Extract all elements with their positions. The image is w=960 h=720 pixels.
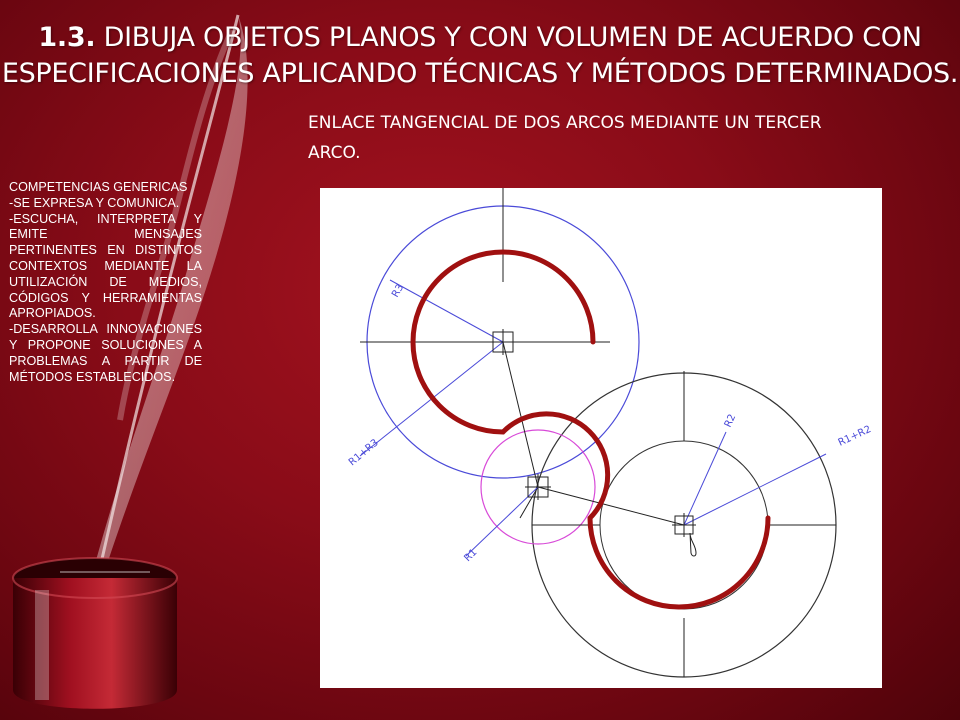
inkwell-icon xyxy=(13,558,177,709)
subtitle-line1: ENLACE TANGENCIAL DE DOS ARCOS MEDIANTE UN TERCER xyxy=(308,113,822,133)
title-line2: ESPECIFICACIONES APLICANDO TÉCNICAS Y MÉTODOS DETERMINADOS. xyxy=(1,58,959,89)
subtitle-line2: ARCO. xyxy=(308,143,361,163)
center-lines xyxy=(360,188,836,677)
label-r2: R2 xyxy=(722,412,739,430)
label-r1: R1 xyxy=(462,546,480,565)
competencia-item: -ESCUCHA, INTERPRETA Y EMITE MENSAJES PERTINENTES EN DISTINTOS CONTEXTOS MEDIANTE LA UTILIZACIÓN DE MEDIOS, CÓDIGOS Y HERRAMIENTAS APROPIADOS. xyxy=(9,211,202,321)
label-r1-r3: R1+R3 xyxy=(346,437,381,469)
subtitle xyxy=(308,108,908,168)
competencias-list xyxy=(9,180,202,385)
title-line1: DIBUJA OBJETOS PLANOS Y CON VOLUMEN DE ACUERDO CON xyxy=(103,22,922,53)
label-r1-r2: R1+R2 xyxy=(836,423,873,449)
title-number: 1.3. xyxy=(38,22,96,53)
tangent-arcs-diagram xyxy=(320,188,882,688)
competencias-heading: COMPETENCIAS GENERICAS xyxy=(9,180,188,194)
competencia-item: -SE EXPRESA Y COMUNICA. xyxy=(9,195,180,210)
center-markers xyxy=(490,329,696,556)
label-r3: R3 xyxy=(390,282,407,300)
competencia-item: -DESARROLLA INNOVACIONES Y PROPONE SOLUCIONES A PROBLEMAS A PARTIR DE MÉTODOS ESTABLECIDOS. xyxy=(9,322,202,384)
page-title xyxy=(0,20,960,92)
